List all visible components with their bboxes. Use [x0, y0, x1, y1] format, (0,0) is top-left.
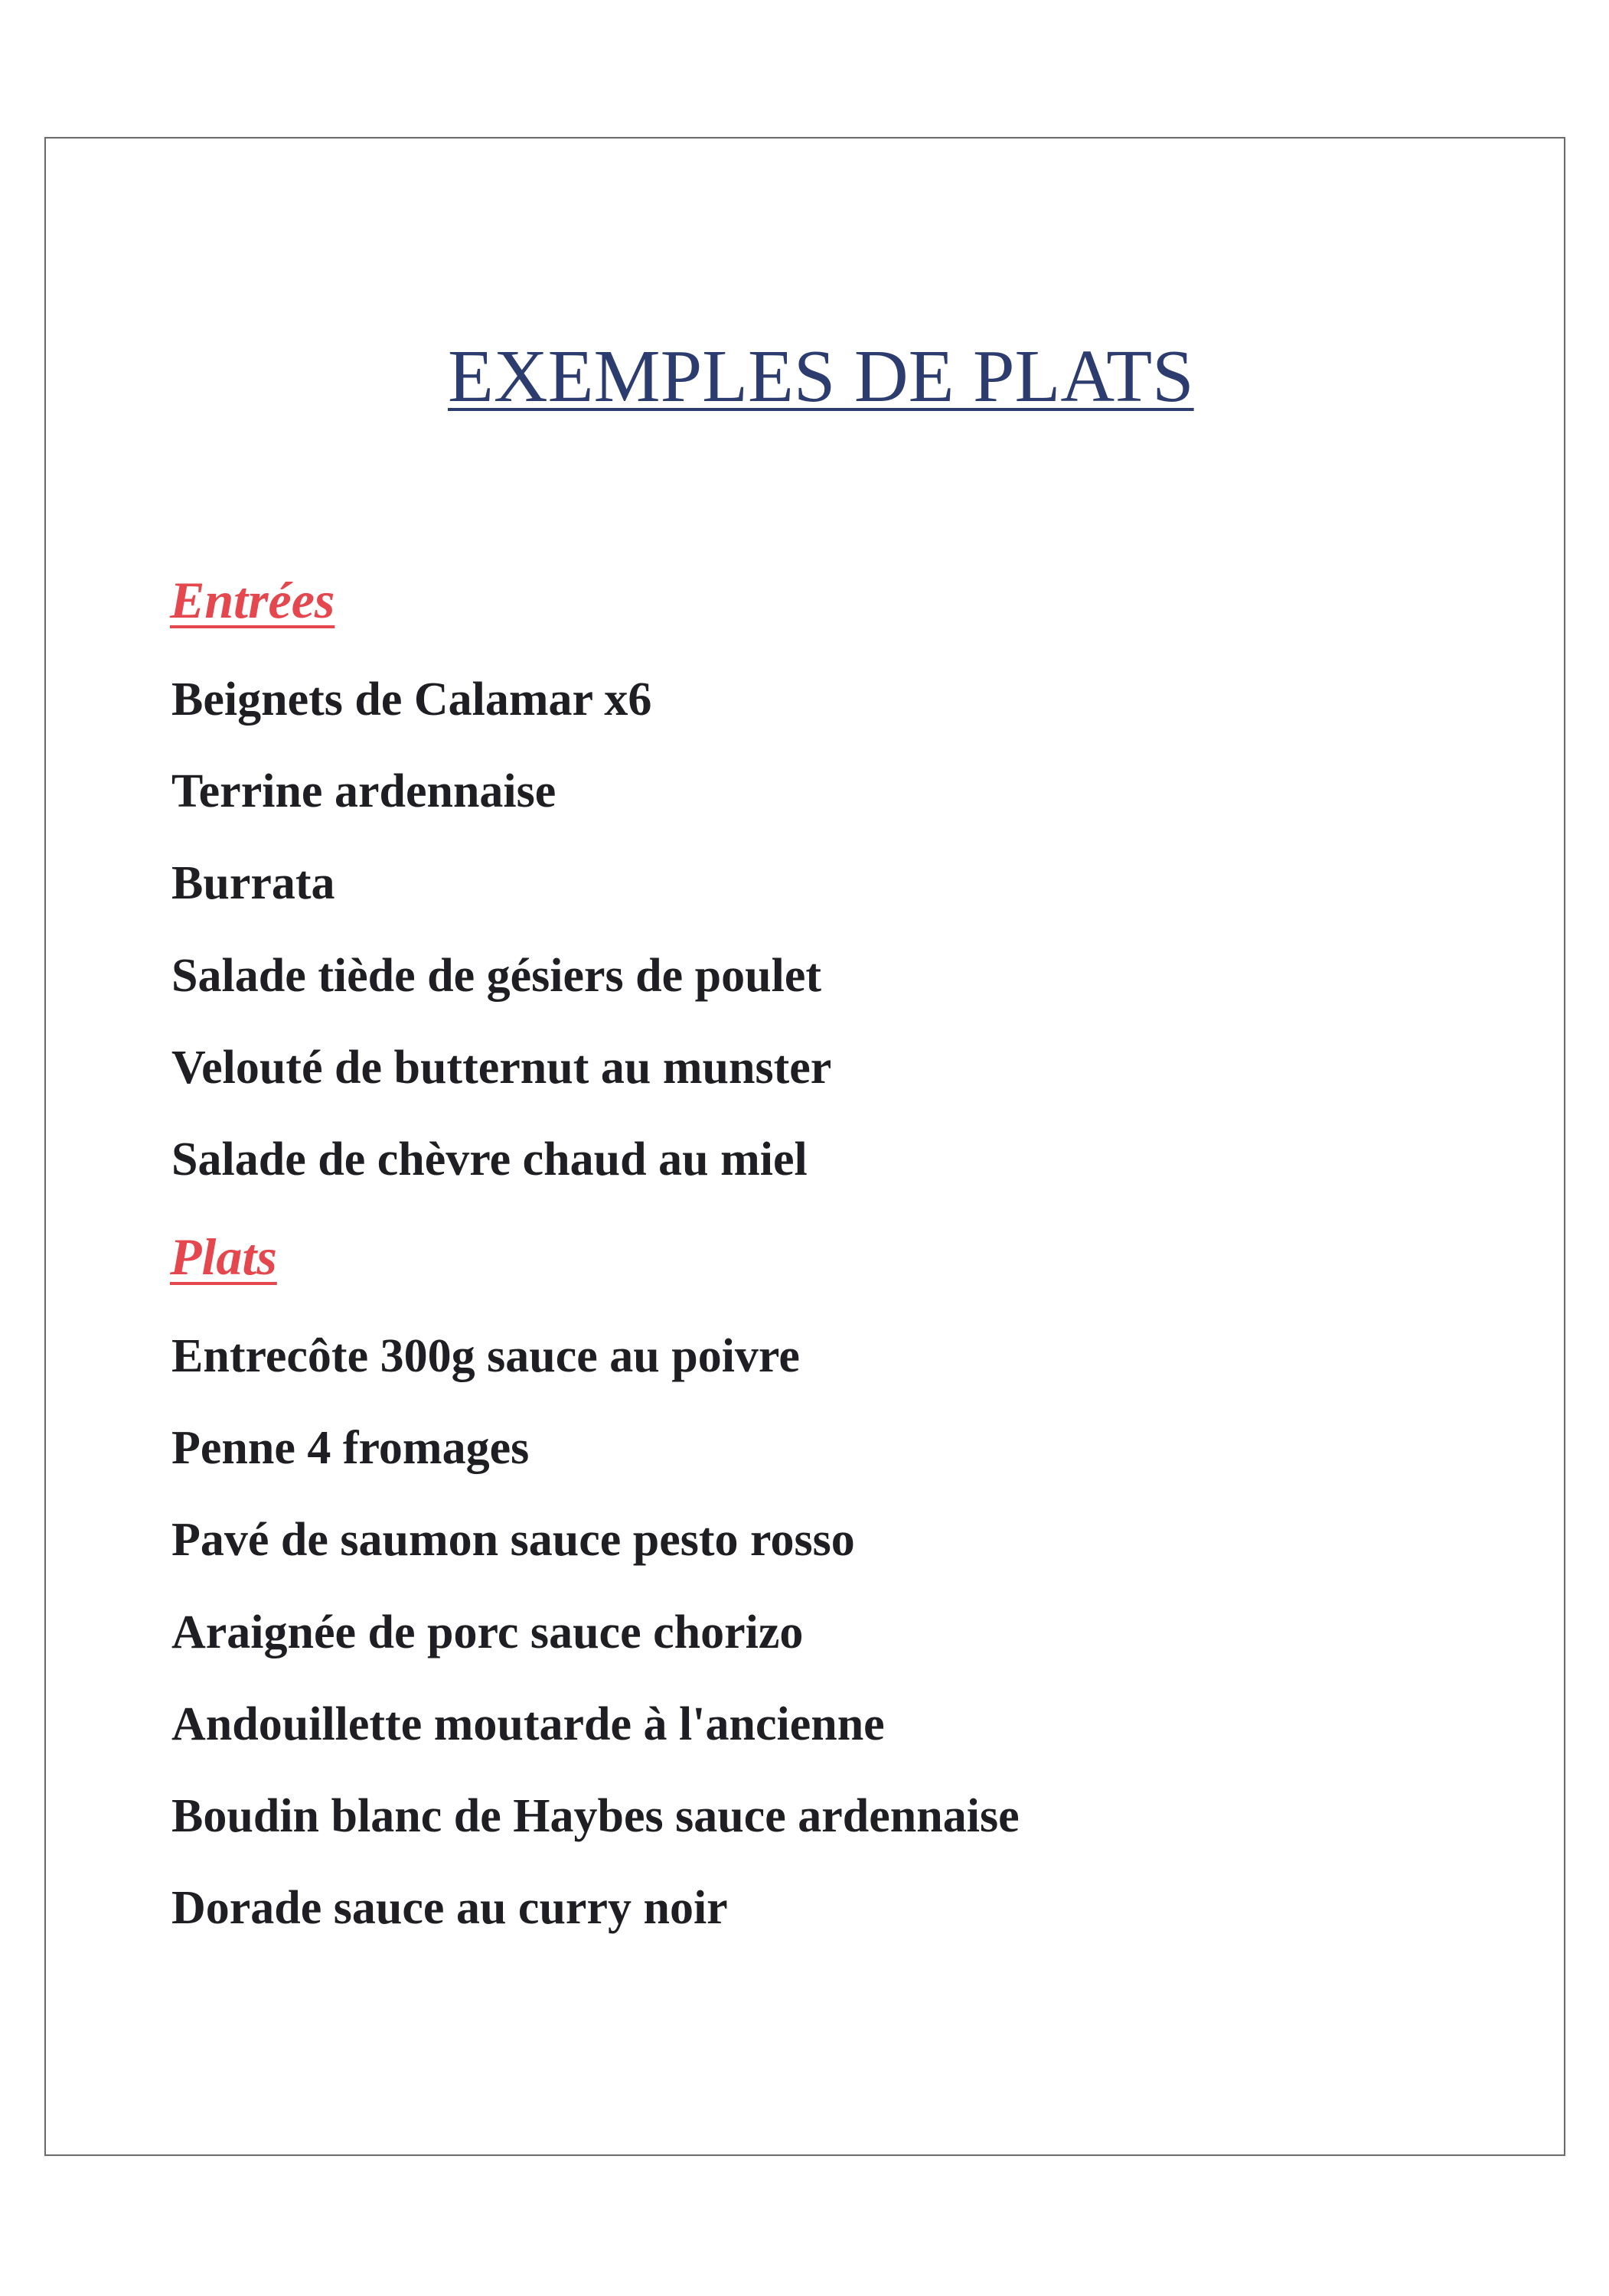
- dish-item: Pavé de saumon sauce pesto rosso: [171, 1514, 855, 1567]
- dish-item: Beignets de Calamar x6: [171, 673, 652, 726]
- dish-item: Velouté de butternut au munster: [171, 1041, 832, 1094]
- plats-list: [171, 1332, 1020, 1976]
- dish-item: Burrata: [171, 857, 335, 910]
- dish-item: Dorade sauce au curry noir: [171, 1882, 728, 1935]
- dish-item: Salade tiède de gésiers de poulet: [171, 949, 821, 1002]
- dish-item: Penne 4 fromages: [171, 1422, 530, 1475]
- section-heading-plats: Plats: [170, 1228, 277, 1286]
- dish-item: Terrine ardennaise: [171, 765, 556, 818]
- dish-item: Entrecôte 300g sauce au poivre: [171, 1330, 800, 1382]
- dish-item: Araignée de porc sauce chorizo: [171, 1606, 804, 1658]
- dish-item: Salade de chèvre chaud au miel: [171, 1133, 808, 1186]
- entrees-list: [171, 673, 832, 1228]
- page-title: EXEMPLES DE PLATS: [448, 335, 1194, 418]
- section-heading-entrees: Entrées: [170, 571, 335, 629]
- dish-item: Boudin blanc de Haybes sauce ardennaise: [171, 1789, 1020, 1842]
- dish-item: Andouillette moutarde à l'ancienne: [171, 1698, 885, 1750]
